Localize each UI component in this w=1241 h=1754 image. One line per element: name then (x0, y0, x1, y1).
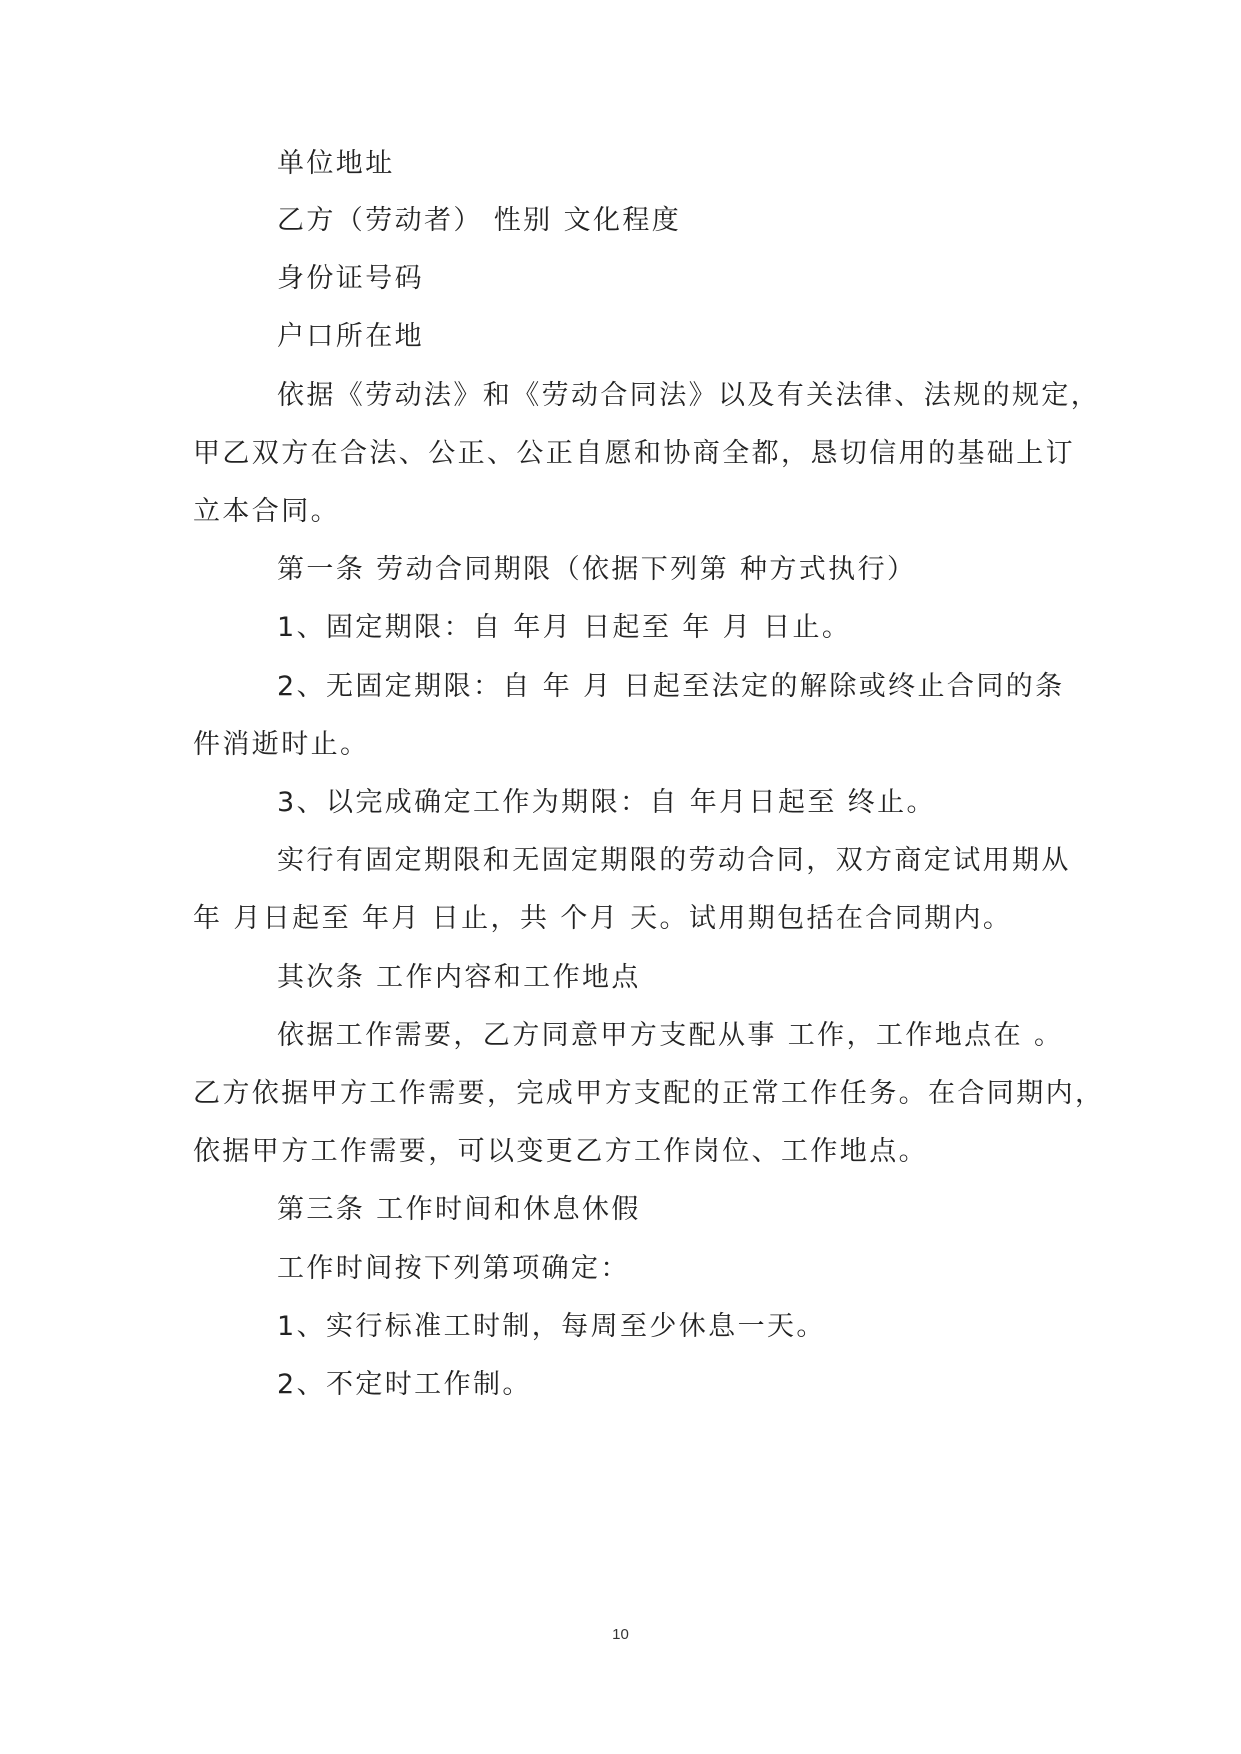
article-1-item-1: 1、固定期限：自 年月 日起至 年 月 日止。 (277, 612, 852, 643)
paragraph-preamble-line-2: 甲乙双方在合法、公正、公正自愿和协商全都，恳切信用的基础上订 (193, 438, 1075, 469)
page-number: 10 (612, 1626, 629, 1643)
text-line-party-b-info: 乙方（劳动者） 性别 文化程度 (277, 205, 682, 236)
article-3-heading: 第三条 工作时间和休息休假 (277, 1194, 641, 1225)
text-line-household-registration: 户口所在地 (277, 321, 424, 352)
article-3-intro: 工作时间按下列第项确定： (277, 1253, 630, 1284)
text-line-id-number: 身份证号码 (277, 263, 424, 294)
article-3-item-2: 2、不定时工作制。 (277, 1369, 532, 1400)
article-1-item-2-line-1: 2、无固定期限：自 年 月 日起至法定的解除或终止合同的条 (277, 671, 1065, 702)
article-1-item-3: 3、以完成确定工作为期限：自 年月日起至 终止。 (277, 787, 936, 818)
probation-paragraph-line-2: 年 月日起至 年月 日止，共 个月 天。试用期包括在合同期内。 (193, 903, 1013, 934)
article-3-item-1: 1、实行标准工时制，每周至少休息一天。 (277, 1311, 826, 1342)
article-2-paragraph-line-1: 依据工作需要，乙方同意甲方支配从事 工作，工作地点在 。 (277, 1020, 1064, 1051)
text-line-employer-address: 单位地址 (277, 148, 395, 179)
probation-paragraph-line-1: 实行有固定期限和无固定期限的劳动合同，双方商定试用期从 (277, 845, 1071, 876)
paragraph-preamble-line-3: 立本合同。 (193, 496, 340, 527)
article-2-paragraph-line-2: 乙方依据甲方工作需要，完成甲方支配的正常工作任务。在合同期内， (193, 1078, 1105, 1109)
article-2-heading: 其次条 工作内容和工作地点 (277, 962, 641, 993)
article-2-paragraph-line-3: 依据甲方工作需要，可以变更乙方工作岗位、工作地点。 (193, 1136, 928, 1167)
article-1-heading: 第一条 劳动合同期限（依据下列第 种方式执行） (277, 554, 917, 585)
paragraph-preamble-line-1: 依据《劳动法》和《劳动合同法》以及有关法律、法规的规定， (277, 380, 1101, 411)
article-1-item-2-line-2: 件消逝时止。 (193, 729, 370, 760)
